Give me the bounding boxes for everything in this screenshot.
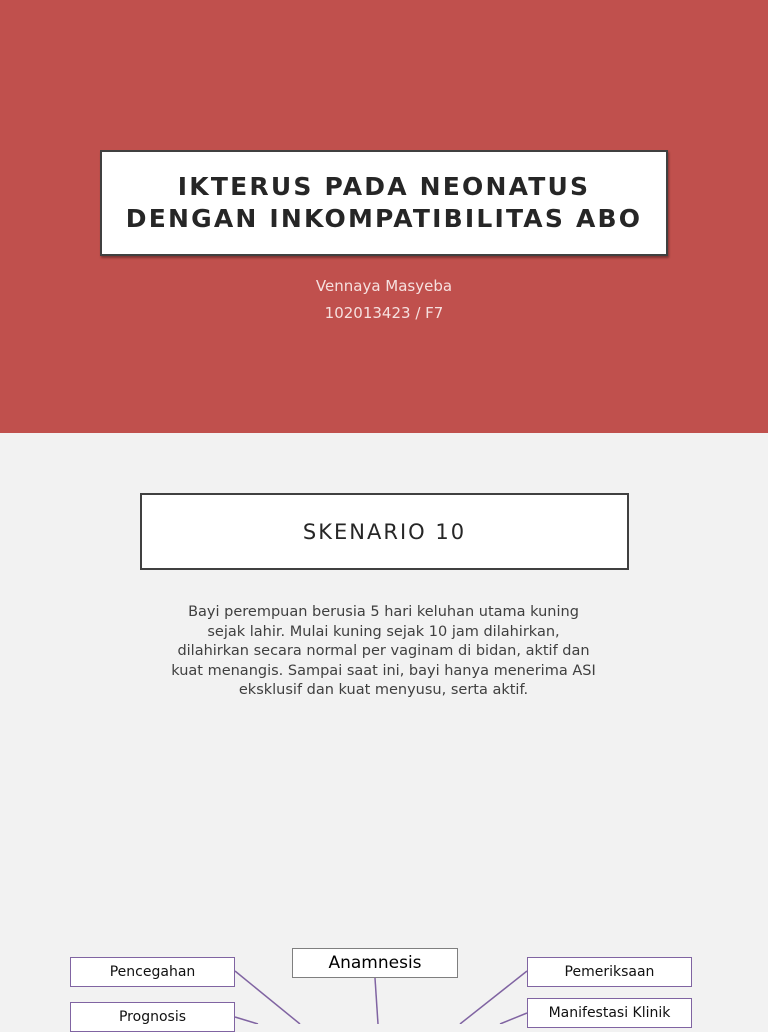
mindmap-node-label: Anamnesis xyxy=(328,953,422,973)
connector-anamnesis xyxy=(375,978,378,1024)
connector-pemeriksaan xyxy=(460,971,527,1024)
connector-prognosis xyxy=(235,1017,258,1024)
title-line-1: IKTERUS PADA NEONATUS xyxy=(177,172,591,201)
author-name: Vennaya Masyeba xyxy=(315,277,453,295)
mindmap-node-prognosis xyxy=(70,1002,235,1032)
scenario-line: sejak lahir. Mulai kuning sejak 10 jam dilahirkan, xyxy=(207,623,560,640)
connector-pencegahan xyxy=(235,971,300,1024)
scenario-line: Bayi perempuan berusia 5 hari keluhan utama kuning xyxy=(188,604,579,620)
title-line-2: DENGAN INKOMPATIBILITAS ABO xyxy=(125,204,643,233)
connector-manifestasi xyxy=(500,1013,527,1024)
mindmap-node-label: Pemeriksaan xyxy=(564,964,655,980)
scenario-line: dilahirkan secara normal per vaginam di bidan, aktif dan xyxy=(177,643,590,659)
author-id: 102013423 / F7 xyxy=(324,304,444,322)
mindmap-node-label: Pencegahan xyxy=(109,964,196,980)
scenario-line: eksklusif dan kuat menyusu, serta aktif. xyxy=(238,682,529,698)
mindmap-node-label: Prognosis xyxy=(118,1009,186,1025)
scenario-heading: SKENARIO 10 xyxy=(302,519,467,544)
mindmap-node-anamnesis xyxy=(292,948,458,978)
scenario-line: kuat menangis. Sampai saat ini, bayi hanya menerima ASI xyxy=(171,662,596,679)
mindmap-node-pemeriksaan xyxy=(527,957,692,987)
mindmap-node-label: Manifestasi Klinik xyxy=(548,1005,671,1021)
mindmap-node-pencegahan xyxy=(70,957,235,987)
